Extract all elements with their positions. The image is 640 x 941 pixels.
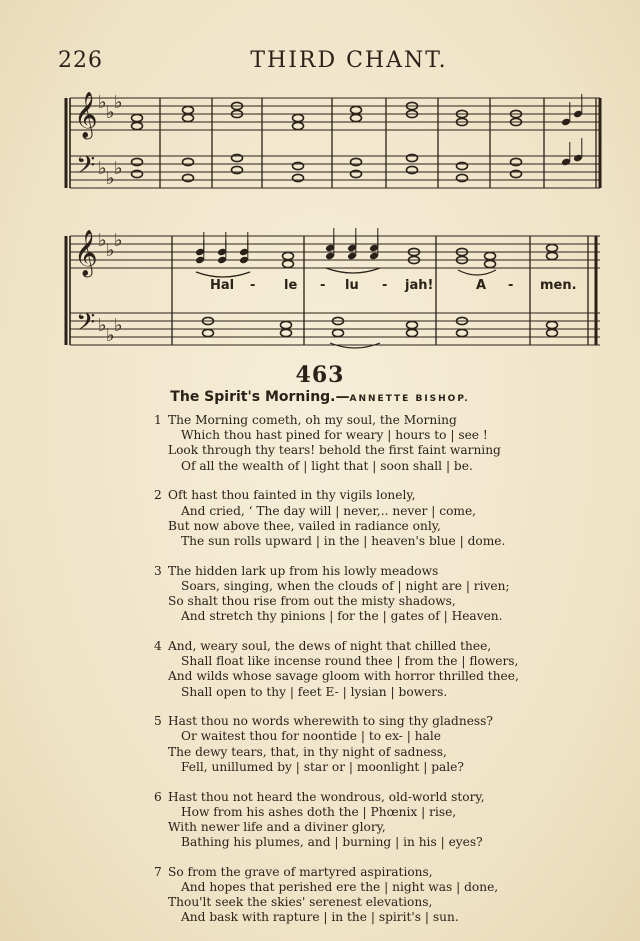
flat-icon: ♭ (106, 168, 115, 189)
verse-number: 7 (154, 864, 162, 879)
verse-line: Fell, unillumed by | star or | moonlight | pale? (181, 759, 464, 774)
note-head (547, 244, 558, 251)
note-head (485, 260, 496, 267)
lyric-syllable: le (284, 278, 298, 293)
verse-line: And wilds whose savage gloom with horror thrilled thee, (168, 669, 519, 684)
verse-line: Bathing his plumes, and | burning | in his | eyes? (181, 835, 483, 850)
author-dash: — (335, 389, 350, 405)
note-head (281, 321, 292, 328)
flat-icon: ♭ (114, 230, 123, 251)
verse-line: The sun rolls upward | in the | heaven's blue | dome. (181, 533, 506, 548)
lyric-syllable: - (250, 278, 256, 293)
note-head (351, 106, 362, 113)
verse-line: Thou'lt seek the skies' serenest elevations, (168, 895, 433, 910)
verses (154, 413, 614, 940)
verse (154, 714, 614, 775)
verse (154, 413, 614, 474)
hymn-title-text: The Spirit's Morning. (170, 389, 336, 405)
verse-line: Shall float like incense round thee | from the | flowers, (181, 654, 519, 669)
running-title: THIRD CHANT. (250, 48, 448, 73)
lyric-syllable: Hal (210, 278, 235, 293)
verse-line: The dewy tears, that, in thy night of sadness, (168, 744, 447, 759)
verse-number: 5 (154, 714, 162, 729)
verse-number: 3 (154, 563, 162, 578)
verse (154, 865, 614, 926)
verse-line: And hopes that perished ere the | night was | done, (181, 880, 499, 895)
note-head (547, 321, 558, 328)
note-head (547, 329, 558, 336)
verse-line: Oft hast thou fainted in thy vigils lonely, (168, 488, 416, 503)
clef-icon: 𝄢 (76, 151, 96, 186)
lyric-syllable: jah! (405, 278, 434, 293)
note-head (333, 329, 344, 336)
note-head (281, 329, 292, 336)
note-head (183, 114, 194, 121)
clef-icon: 𝄞 (74, 92, 98, 138)
verse-line: And bask with rapture | in the | spirit's | sun. (181, 910, 459, 925)
flat-icon: ♭ (106, 102, 115, 123)
verse-line: Which thou hast pined for weary | hours to | see ! (181, 428, 488, 443)
note-head (407, 329, 418, 336)
verse-line: Or waitest thou for noontide | to ex- | hale (181, 729, 441, 744)
clef-icon: 𝄞 (74, 230, 98, 276)
verse-number: 6 (154, 789, 162, 804)
verse (154, 564, 614, 625)
flat-icon: ♭ (114, 92, 123, 113)
note-head (183, 106, 194, 113)
verse (154, 488, 614, 549)
lyric-syllable: - (382, 278, 388, 293)
verse-line: With newer life and a diviner glory, (168, 819, 386, 834)
flat-icon: ♭ (98, 92, 107, 113)
flat-icon: ♭ (98, 230, 107, 251)
verse-line: So from the grave of martyred aspirations, (168, 864, 433, 879)
lyric-syllable: lu (345, 278, 359, 293)
flat-icon: ♭ (114, 158, 123, 179)
slur (326, 268, 380, 273)
verse-number: 1 (154, 413, 162, 427)
verse (154, 639, 614, 700)
note-head (283, 260, 294, 267)
lyric-syllable: men. (540, 278, 577, 293)
hymn-title (0, 389, 640, 405)
page-number: 226 (58, 48, 103, 73)
verse-line: Of all the wealth of | light that | soon shall | be. (181, 458, 473, 473)
verse-line: And cried, ‘ The day will | never,.. never | come, (181, 503, 477, 518)
score-lyrics (0, 278, 640, 298)
verse-line: So shalt thou rise from out the misty shadows, (168, 594, 456, 609)
flat-icon: ♭ (98, 158, 107, 179)
note-head (485, 252, 496, 259)
note-head (547, 252, 558, 259)
clef-icon: 𝄢 (76, 308, 96, 343)
verse-line: Look through thy tears! behold the first faint warning (168, 443, 501, 458)
hymn-author: ANNETTE BISHOP. (349, 394, 470, 404)
note-head (351, 114, 362, 121)
verse-line: Shall open to thy | feet E- | lysian | bowers. (181, 684, 448, 699)
note-head (457, 329, 468, 336)
verse-line: Hast thou not heard the wondrous, old-world story, (168, 789, 485, 804)
note-head (283, 252, 294, 259)
verse-line: And, weary soul, the dews of night that chilled thee, (168, 638, 492, 653)
flat-icon: ♭ (98, 315, 107, 336)
flat-icon: ♭ (106, 240, 115, 261)
note-head (407, 321, 418, 328)
note-head (203, 329, 214, 336)
verse-line: Soars, singing, when the clouds of | night are | riven; (181, 578, 510, 593)
flat-icon: ♭ (114, 315, 123, 336)
verse-number: 4 (154, 638, 162, 653)
verse-line: And stretch thy pinions | for the | gates of | Heaven. (181, 609, 503, 624)
note-head (132, 114, 143, 121)
verse (154, 790, 614, 851)
music-score (0, 0, 640, 360)
slur (458, 270, 496, 275)
lyric-syllable: A (476, 278, 487, 293)
note-head (293, 114, 304, 121)
slur (196, 272, 250, 277)
verse-line: Hast thou no words wherewith to sing thy gladness? (168, 714, 493, 729)
verse-number: 2 (154, 488, 162, 503)
lyric-syllable: - (320, 278, 326, 293)
hymn-number: 463 (295, 362, 345, 388)
flat-icon: ♭ (106, 325, 115, 346)
verse-line: The hidden lark up from his lowly meadows (168, 563, 439, 578)
note-head (293, 122, 304, 129)
verse-line: The Morning cometh, oh my soul, the Morning (168, 413, 457, 427)
verse-line: How from his ashes doth the | Phœnix | rise, (181, 804, 457, 819)
verse-line: But now above thee, vailed in radiance only, (168, 518, 441, 533)
lyric-syllable: - (508, 278, 514, 293)
note-head (132, 122, 143, 129)
